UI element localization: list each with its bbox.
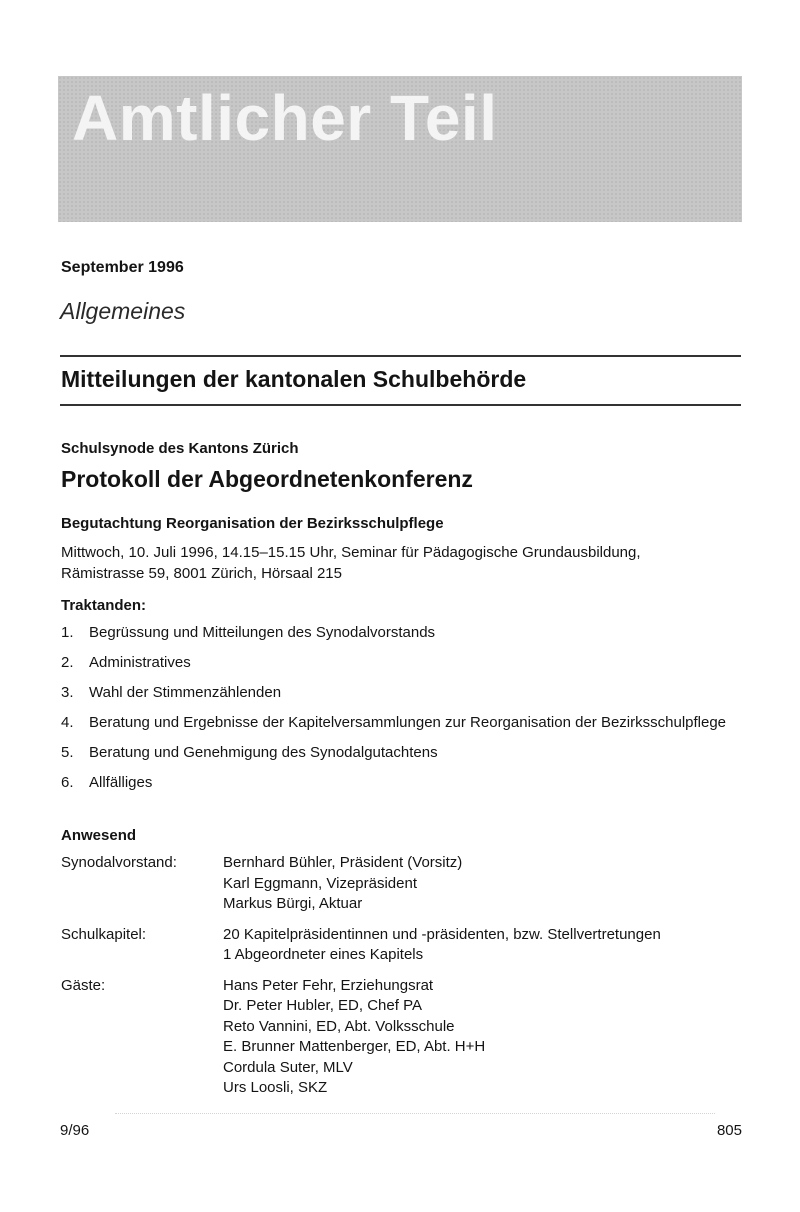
section-title: Allgemeines: [60, 298, 186, 324]
department-title: Mitteilungen der kantonalen Schulbehörde: [61, 366, 527, 392]
attendance-group: [61, 976, 741, 1099]
agenda-item-number: 5.: [61, 744, 74, 761]
attendance-names: [223, 976, 485, 1099]
meeting-info: [61, 542, 641, 584]
attendee: Dr. Peter Hubler, ED, Chef PA: [223, 997, 422, 1014]
agenda-item-number: 2.: [61, 654, 74, 671]
attendee: Urs Loosli, SKZ: [223, 1079, 328, 1096]
attendee: Hans Peter Fehr, Erziehungsrat: [223, 976, 434, 994]
agenda-item-number: 6.: [61, 774, 74, 791]
attendance-group: [61, 925, 741, 966]
agenda-item-number: 1.: [61, 624, 74, 641]
agenda-item-number: 3.: [61, 684, 74, 701]
attendance-names: [223, 853, 462, 915]
agenda-item-text: Begrüssung und Mitteilungen des Synodalvorstands: [89, 624, 436, 641]
page-number: 805: [716, 1122, 742, 1139]
attendance-group-label: Gäste:: [61, 976, 106, 994]
attendance-group: [61, 853, 741, 915]
agenda-item: [61, 682, 741, 703]
agenda-heading: Traktanden:: [61, 597, 147, 614]
attendee: Reto Vannini, ED, Abt. Volksschule: [223, 1017, 455, 1035]
footer-dotted-line: [115, 1113, 715, 1114]
banner-title: Amtlicher Teil: [72, 82, 498, 154]
attendee: Cordula Suter, MLV: [223, 1058, 353, 1076]
meeting-info-line: Rämistrasse 59, 8001 Zürich, Hörsaal 215: [61, 565, 342, 582]
attendance-names: [223, 925, 661, 966]
divider-bottom: [60, 404, 741, 406]
attendance-group-label: Synodalvorstand:: [61, 854, 177, 871]
section-banner: [58, 76, 742, 222]
attendance-group-label: Schulkapitel:: [61, 925, 147, 943]
document-title: Protokoll der Abgeordnetenkonferenz: [61, 466, 473, 492]
agenda-item: [61, 622, 741, 643]
agenda-item: [61, 652, 741, 673]
attendance-list: [61, 853, 741, 1109]
divider-top: [60, 355, 741, 357]
attendee: Karl Eggmann, Vizepräsident: [223, 874, 418, 892]
attendee: 20 Kapitelpräsidentinnen und -präsidenten, bzw. Stellvertretungen: [223, 925, 661, 943]
agenda-item: [61, 772, 741, 793]
meeting-info-line: Mittwoch, 10. Juli 1996, 14.15–15.15 Uhr, Seminar für Pädagogische Grundausbildung,: [61, 544, 641, 561]
attendee: 1 Abgeordneter eines Kapitels: [223, 946, 424, 963]
attendance-heading: Anwesend: [61, 827, 137, 844]
attendee: E. Brunner Mattenberger, ED, Abt. H+H: [223, 1038, 486, 1055]
attendee: Markus Bürgi, Aktuar: [223, 895, 363, 912]
agenda-item-number: 4.: [61, 714, 74, 731]
issue-date: September 1996: [61, 259, 184, 276]
agenda-item-text: Allfälliges: [89, 774, 153, 791]
issue-number: 9/96: [60, 1122, 90, 1139]
agenda-item: [61, 712, 741, 733]
organization-name: Schulsynode des Kantons Zürich: [61, 440, 299, 457]
agenda-item-text: Beratung und Ergebnisse der Kapitelversammlungen zur Reorganisation der Bezirksschulpflege: [89, 714, 727, 731]
agenda-item-text: Administratives: [89, 654, 191, 671]
agenda-item: [61, 742, 741, 763]
subject-heading: Begutachtung Reorganisation der Bezirksschulpflege: [61, 515, 444, 532]
attendee: Bernhard Bühler, Präsident (Vorsitz): [223, 854, 463, 871]
agenda-list: [61, 622, 741, 802]
agenda-item-text: Beratung und Genehmigung des Synodalgutachtens: [89, 744, 438, 761]
agenda-item-text: Wahl der Stimmenzählenden: [89, 684, 282, 701]
